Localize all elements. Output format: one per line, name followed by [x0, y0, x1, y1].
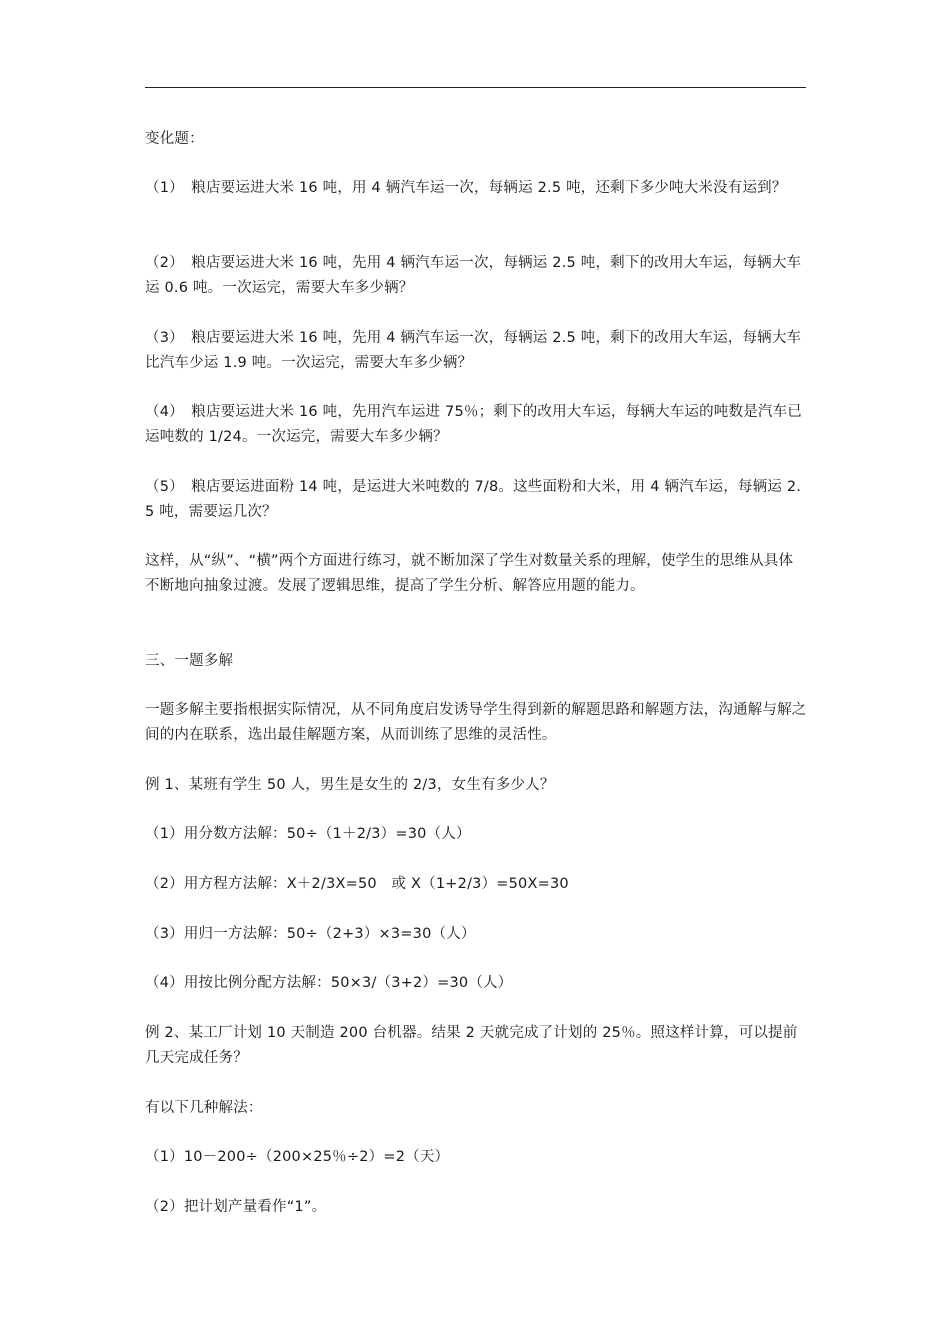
variation-item-2: （2） 粮店要运进大米 16 吨，先用 4 辆汽车运一次，每辆运 2.5 吨，剩下的改用大车运，每辆大车运 0.6 吨。一次运完，需要大车多少辆？	[145, 255, 802, 296]
variation-item-4: （4） 粮店要运进大米 16 吨，先用汽车运进 75％；剩下的改用大车运，每辆大车运的吨数是汽车已运吨数的 1/24。一次运完，需要大车多少辆？	[145, 404, 803, 445]
example-2-question: 例 2、某工厂计划 10 天制造 200 台机器。结果 2 天就完成了计划的 25％。照这样计算，可以提前几天完成任务？	[145, 1025, 798, 1066]
example-2-intro: 有以下几种解法：	[145, 1100, 263, 1116]
variation-item-3: （3） 粮店要运进大米 16 吨，先用 4 辆汽车运一次，每辆运 2.5 吨，剩下的改用大车运，每辆大车比汽车少运 1.9 吨。一次运完，需要大车多少辆？	[145, 330, 802, 371]
example-1-solution-1: （1）用分数方法解：50÷（1＋2/3）=30（人）	[145, 826, 471, 842]
example-2-solution-1: （1）10－200÷（200×25％÷2）=2（天）	[145, 1149, 450, 1165]
section-intro: 一题多解主要指根据实际情况，从不同角度启发诱导学生得到新的解题思路和解题方法，沟通解与解之间的内在联系，选出最佳解题方案，从而训练了思维的灵活性。	[145, 702, 807, 743]
example-1-solution-2: （2）用方程方法解：X＋2/3X=50 或 X（1+2/3）=50X=30	[145, 876, 569, 892]
section-title: 三、一题多解	[145, 653, 234, 669]
variation-heading: 变化题：	[145, 131, 204, 147]
header-rule	[145, 87, 806, 88]
variation-item-1: （1） 粮店要运进大米 16 吨，用 4 辆汽车运一次，每辆运 2.5 吨，还剩下多少吨大米没有运到？	[145, 180, 787, 196]
variation-item-5: （5） 粮店要运进面粉 14 吨，是运进大米吨数的 7/8。这些面粉和大米，用 4 辆汽车运，每辆运 2.5 吨，需要运几次？	[145, 479, 802, 520]
example-1-question: 例 1、某班有学生 50 人，男生是女生的 2/3，女生有多少人？	[145, 777, 555, 793]
example-1-solution-4: （4）用按比例分配方法解：50×3/（3+2）=30（人）	[145, 975, 513, 991]
example-2-solution-2: （2）把计划产量看作“1”。	[145, 1199, 327, 1215]
example-1-solution-3: （3）用归一方法解：50÷（2+3）×3=30（人）	[145, 926, 476, 942]
summary-paragraph: 这样，从“纵”、“横”两个方面进行练习，就不断加深了学生对数量关系的理解，使学生的思维从具体不断地向抽象过渡。发展了逻辑思维，提高了学生分析、解答应用题的能力。	[145, 553, 794, 594]
